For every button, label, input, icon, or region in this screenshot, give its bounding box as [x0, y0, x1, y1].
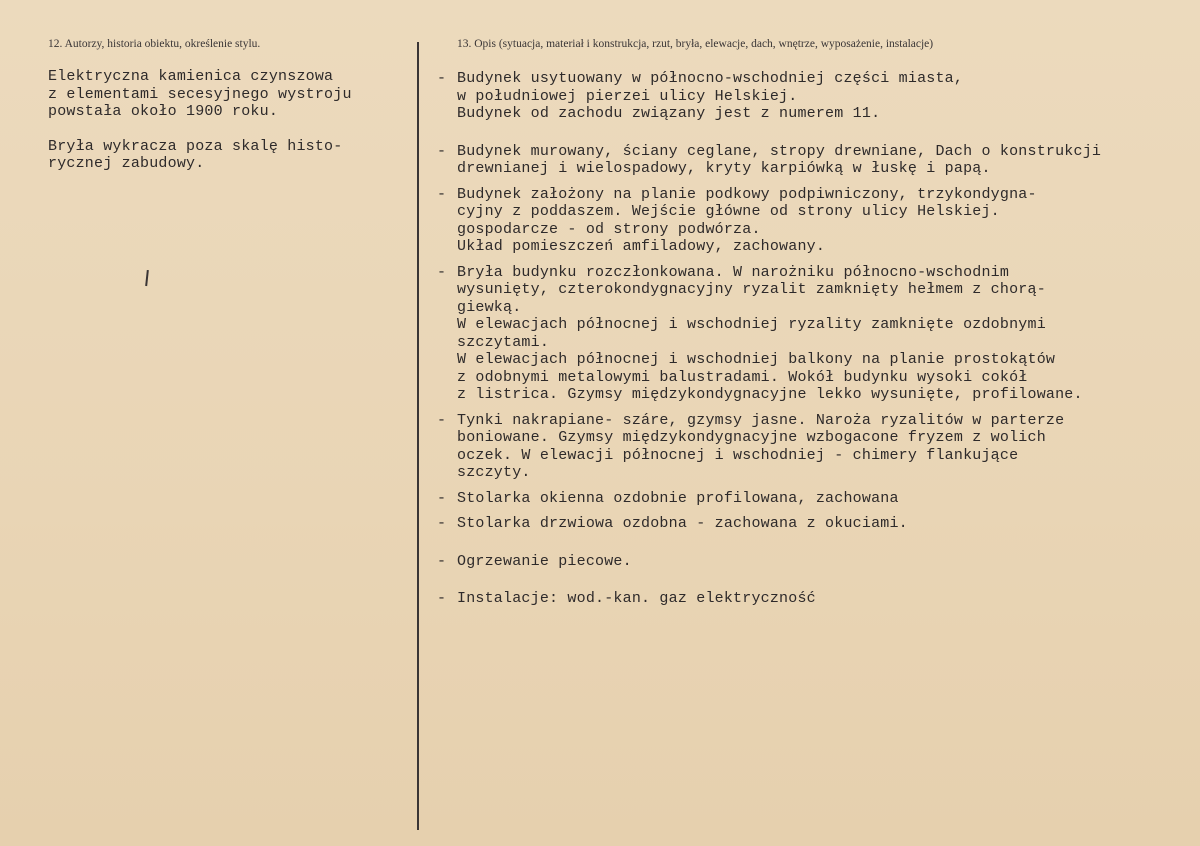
text-line: Bryła wykracza poza skalę histo-: [48, 137, 343, 155]
dash-bullet: -: [437, 411, 447, 429]
dash-bullet: -: [437, 489, 447, 507]
section-12-heading: 12. Autorzy, historia obiektu, określenie stylu.: [48, 38, 261, 50]
history-paragraph: [48, 68, 408, 121]
section-13-heading: 13. Opis (sytuacja, materiał i konstrukcja, rzut, bryła, elewacje, dach, wnętrze, wyposażenie, instalacje): [457, 38, 934, 50]
text-line: z elementami secesyjnego wystroju: [48, 85, 352, 103]
text-line: Tynki nakrapiane- száre, gzymsy jasne. Naroża ryzalitów w parterze: [457, 411, 1065, 429]
text-line: oczek. W elewacji północnej i wschodniej - chimery flankujące: [457, 446, 1019, 464]
description-item: [437, 264, 1187, 404]
text-line: szczytami.: [457, 333, 550, 351]
text-line: giewką.: [457, 298, 522, 316]
column-divider: [417, 42, 419, 830]
text-line: boniowane. Gzymsy międzykondygnacyjne wzbogacone fryzem z wolich: [457, 429, 1046, 446]
dash-bullet: -: [437, 552, 447, 570]
history-text: [48, 68, 408, 190]
text-line: Budynek murowany, ściany ceglane, stropy drewniane, Dach o konstrukcji: [457, 142, 1102, 160]
description-item: [437, 186, 1187, 256]
description-item: [437, 590, 1187, 608]
text-line: Instalacje: wod.-kan. gaz elektryczność: [457, 590, 816, 607]
text-line: Stolarka okienna ozdobnie profilowana, zachowana: [457, 489, 899, 507]
dash-bullet: -: [437, 515, 447, 532]
text-line: powstała około 1900 roku.: [48, 103, 279, 120]
dash-bullet: -: [437, 590, 447, 607]
text-line: W elewacjach północnej i wschodniej ryzality zamknięte ozdobnymi: [457, 316, 1046, 333]
description-text: [437, 70, 1187, 616]
text-line: w południowej pierzei ulicy Helskiej.: [457, 87, 798, 105]
text-line: rycznej zabudowy.: [48, 155, 205, 172]
text-line: szczyty.: [457, 464, 531, 481]
pencil-mark: [145, 270, 148, 286]
text-line: Stolarka drzwiowa ozdobna - zachowana z okuciami.: [457, 515, 908, 532]
text-line: wysunięty, czterokondygnacyjny ryzalit zamknięty hełmem z chorą-: [457, 281, 1046, 298]
description-item: [437, 553, 1187, 571]
text-line: cyjny z poddaszem. Wejście główne od strony ulicy Helskiej.: [457, 203, 1000, 220]
text-line: Budynek od zachodu związany jest z numerem 11.: [457, 105, 881, 122]
dash-bullet: -: [437, 70, 447, 87]
description-item: [437, 143, 1187, 178]
text-line: Budynek usytuowany w północno-wschodniej części miasta,: [457, 70, 964, 87]
description-item: [437, 515, 1187, 533]
text-line: Bryła budynku rozczłonkowana. W narożniku północno-wschodnim: [457, 263, 1010, 281]
text-line: gospodarcze - od strony podwórza.: [457, 220, 761, 238]
dash-bullet: -: [437, 142, 447, 160]
history-paragraph: [48, 138, 408, 173]
dash-bullet: -: [437, 185, 447, 203]
text-line: Elektryczna kamienica czynszowa: [48, 68, 334, 85]
description-item: [437, 412, 1187, 482]
text-line: z odobnymi metalowymi balustradami. Wokół budynku wysoki cokół: [457, 368, 1028, 386]
text-line: drewnianej i wielospadowy, kryty karpiówką w łuskę i papą.: [457, 160, 991, 177]
description-item: [437, 70, 1187, 123]
dash-bullet: -: [437, 263, 447, 281]
text-line: Ogrzewanie piecowe.: [457, 552, 632, 570]
description-item: [437, 490, 1187, 508]
text-line: W elewacjach północnej i wschodniej balkony na planie prostokątów: [457, 351, 1056, 368]
text-line: Budynek założony na planie podkowy podpiwniczony, trzykondygna-: [457, 185, 1037, 203]
text-line: Układ pomieszczeń amfiladowy, zachowany.: [457, 238, 826, 255]
text-line: z listrica. Gzymsy międzykondygnacyjne lekko wysunięte, profilowane.: [457, 386, 1083, 403]
